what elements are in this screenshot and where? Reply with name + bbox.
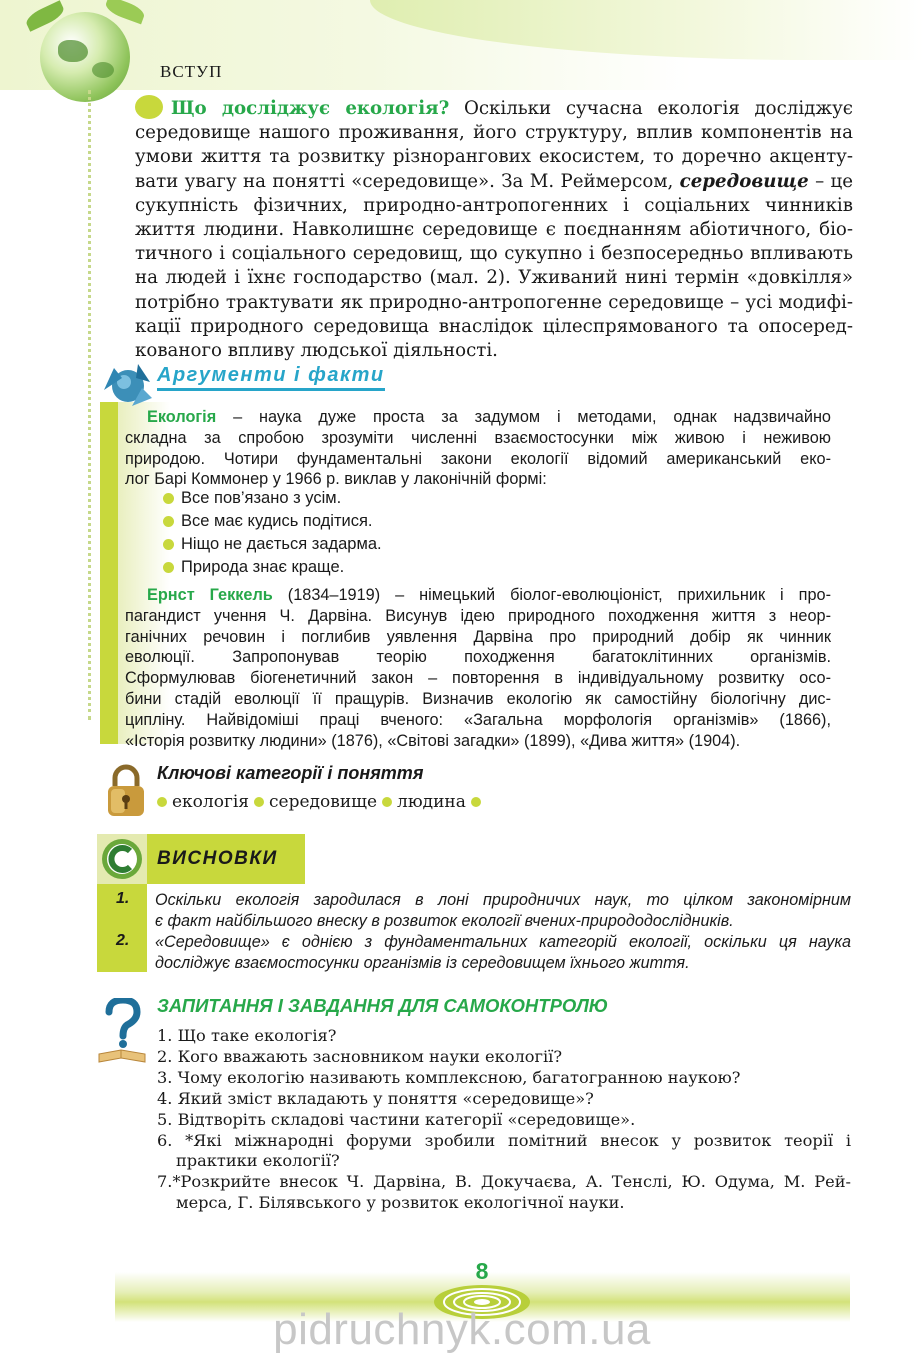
intro-line: кованого впливу людської діяльності. [135, 340, 498, 362]
conclusion-number: 2. [116, 932, 130, 949]
globe-land-shape [58, 40, 88, 62]
text-line: складна за спробою зрозуміти численні взаємостосунки між живою і неживою [125, 428, 831, 447]
text-line: природою. Чотири фундаментальні закони екології відомий американський еко- [125, 449, 831, 468]
question-item: 6. *Які міжнародні форуми зробили помітний внесок у розвиток теорії і [157, 1130, 851, 1150]
globe-land-shape [92, 62, 114, 78]
question-item: 5. Відтворіть складові частини категорії «середовище». [157, 1109, 636, 1129]
intro-line: Що досліджує екологія? Оскільки сучасна екологія досліджує [135, 95, 853, 121]
section-label: ВСТУП [160, 62, 223, 81]
key-concept: екологія [172, 792, 250, 812]
question-item: 4. Який зміст вкладають у поняття «середовище»? [157, 1088, 594, 1108]
question-item: 2. Кого вважають засновником науки екології? [157, 1046, 563, 1066]
list-item: Ніщо не дається задарма. [163, 533, 382, 556]
text-line: лог Барі Коммонер у 1966 р. виклав у лаконічній формі: [125, 470, 547, 489]
term-haeckel: Ернст Геккель [147, 586, 273, 604]
term-ecology: Екологія [147, 408, 217, 426]
conclusions-title: ВИСНОВКИ [157, 848, 278, 869]
intro-question: Що досліджує екологія? [171, 98, 450, 119]
text-line: бини стадій еволюції її пращурів. Визначив екологію як самостійну біологічну дис- [125, 689, 831, 708]
bullet-icon [471, 797, 481, 807]
watermark: pidruchnyk.com.ua [273, 1305, 651, 1354]
bullet-icon [163, 539, 174, 550]
recycle-globe-icon [98, 360, 154, 410]
text-line: Ернст Геккель (1834–1919) – німецький біолог-еволюціоніст, прихильник і про- [147, 586, 831, 604]
key-concept: людина [397, 792, 466, 812]
intro-line: життя людини. Навколишнє середовище є поєднанням абіотичного, біо- [135, 219, 853, 241]
term-environment: середовище [679, 170, 809, 192]
arguments-title: Аргументи і факти [157, 364, 385, 391]
text-line: пагандист учення Ч. Дарвіна. Висунув ідею природного походження життя з неор- [125, 606, 831, 625]
text-line: Сформулював біогенетичний закон – повторення в індивідуальному розвитку осо- [125, 669, 831, 688]
text-line: «Історія розвитку людини» (1876), «Світові загадки» (1899), «Дива життя» (1904). [125, 731, 741, 750]
intro-line: кації природного середовища внаслідок цілеспрямованого та опосеред- [135, 315, 853, 337]
bullet-icon [163, 493, 174, 504]
list-item: Все пов’язано з усім. [163, 487, 382, 510]
text-line: є факт найбільшого внеску в розвиток екології вчених-природодослідників. [155, 912, 734, 930]
question-item: 3. Чому екологію називають комплексною, багатогранною наукою? [157, 1067, 741, 1087]
intro-line: вати увагу на понятті «середовище». За М. Реймерсом, середовище – це [135, 170, 853, 192]
bullet-icon [382, 797, 392, 807]
question-book-icon [97, 998, 147, 1064]
text-line: ганічних речовин і поглибив уявлення Дарвіна про природний добір як чинник [125, 627, 831, 646]
question-item-continued: практики екології? [176, 1151, 340, 1171]
intro-line: потрібно трактувати як природно-антропогенне середовище – усі модифі- [135, 291, 853, 313]
key-concepts-title: Ключові категорії і поняття [157, 763, 424, 783]
intro-line: середовище нашого проживання, його структуру, вплив компонентів на [135, 122, 853, 144]
intro-paragraph [135, 95, 853, 363]
arguments-paragraph-ecology [125, 407, 831, 490]
page-number: 8 [475, 1258, 489, 1284]
text-line: досліджує взаємостосунки організмів із середовищем їхнього життя. [155, 954, 690, 972]
bullet-icon [163, 562, 174, 573]
question-item: 7.*Розкрийте внесок Ч. Дарвіна, В. Докучаєва, А. Тенслі, Ю. Одума, М. Рей- [157, 1172, 851, 1192]
questions-list [157, 1026, 851, 1214]
intro-line: сукупність фізичних, природно-антропогенних і соціальних чинників [135, 194, 853, 216]
text-line: Оскільки екологія зародилася в лоні природничих наук, то цілком закономірним [155, 891, 851, 909]
question-item: 1. Що таке екологія? [157, 1026, 337, 1045]
list-item: Природа знає краще. [163, 556, 382, 579]
intro-line: тичного і соціального середовищ, що сукупно і безпосередньо впливають [135, 243, 853, 265]
ecology-laws-list [163, 487, 382, 579]
bullet-icon [163, 516, 174, 527]
question-item-continued: мерса, Г. Білявського у розвиток екологічної науки. [176, 1193, 625, 1213]
bullet-icon [157, 797, 167, 807]
side-dotted-rule [88, 90, 91, 720]
conclusions-c-icon [97, 834, 147, 884]
list-item: Все має кудись подітися. [163, 510, 382, 533]
text-line: ципліну. Найвідоміші праці вченого: «Загальна морфологія організмів» (1866), [125, 710, 831, 729]
lead-bullet-icon [135, 95, 163, 119]
arguments-paragraph-haeckel [125, 585, 831, 751]
conclusion-number: 1. [116, 890, 130, 907]
questions-title: ЗАПИТАННЯ І ЗАВДАННЯ ДЛЯ САМОКОНТРОЛЮ [157, 995, 609, 1016]
key-concepts-list [157, 792, 486, 812]
intro-line: на людей і їхнє господарство (мал. 2). Уживаний нині термін «довкілля» [135, 267, 853, 289]
conclusions-text [155, 890, 851, 974]
text-line: Екологія – наука дуже проста за задумом і методами, однак надзвичайно [147, 408, 831, 426]
intro-line: умови життя та розвитку різнорангових екосистем, то доречно акценту- [135, 146, 853, 168]
padlock-icon [105, 764, 147, 818]
bullet-icon [254, 797, 264, 807]
key-concept: середовище [269, 792, 378, 812]
text-line: еволюції. Запропонував теорію походження багатоклітинних організмів. [125, 648, 831, 667]
text-line: «Середовище» є однією з фундаментальних категорій екології, оскільки ця наука [155, 933, 851, 951]
